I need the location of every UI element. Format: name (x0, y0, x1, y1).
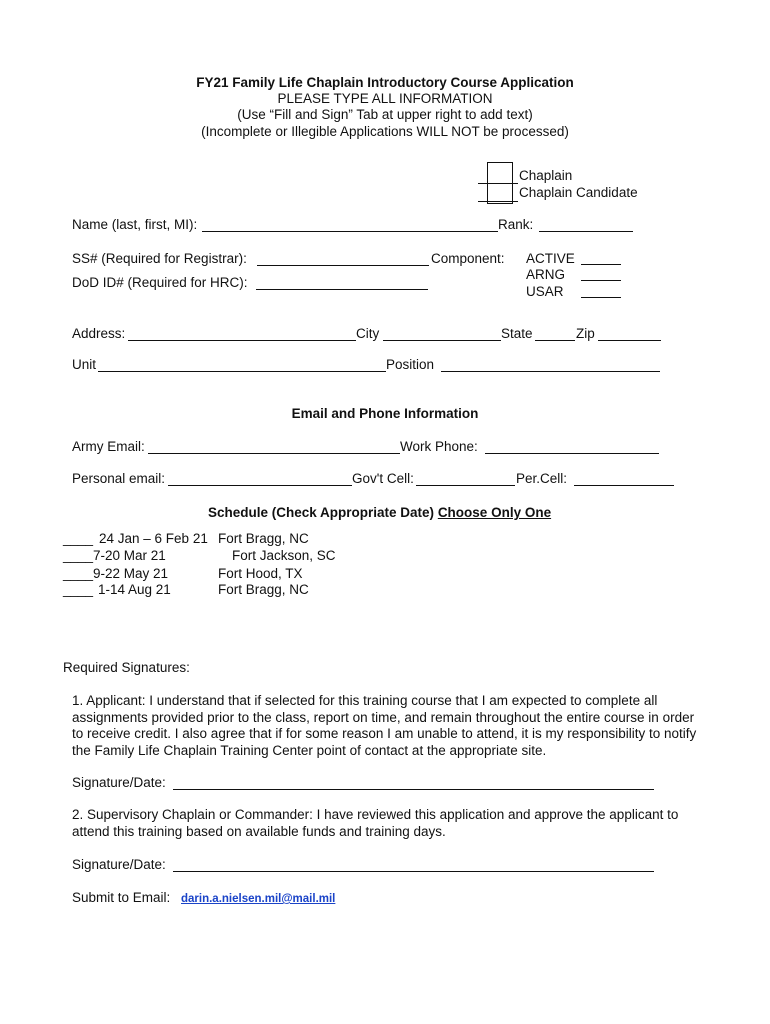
active-input[interactable] (581, 264, 621, 265)
submit-email-label: Submit to Email: (72, 890, 171, 905)
state-label: State (501, 326, 533, 341)
form-title: FY21 Family Life Chaplain Introductory Course Application (196, 75, 574, 90)
rank-label: Rank: (498, 217, 534, 232)
schedule-location-2: Fort Jackson, SC (232, 548, 336, 563)
work-phone-input[interactable] (485, 453, 659, 454)
zip-label: Zip (576, 326, 595, 341)
schedule-heading (208, 505, 551, 521)
supervisor-signature-input[interactable] (173, 871, 654, 872)
dod-id-input[interactable] (256, 289, 428, 290)
govt-cell-input[interactable] (416, 485, 515, 486)
schedule-blank-4[interactable]: ____ (63, 582, 94, 597)
chaplain-candidate-label: Chaplain Candidate (519, 185, 638, 200)
rank-input[interactable] (539, 231, 633, 232)
chaplain-label: Chaplain (519, 168, 573, 183)
schedule-location-3: Fort Hood, TX (218, 566, 303, 581)
unit-label: Unit (72, 357, 97, 372)
name-label: Name (last, first, MI): (72, 217, 198, 232)
per-cell-label: Per.Cell: (516, 471, 568, 486)
work-phone-label: Work Phone: (400, 439, 478, 454)
state-input[interactable] (535, 340, 575, 341)
position-label: Position (386, 357, 435, 372)
arng-input[interactable] (581, 280, 621, 281)
ss-label: SS# (Required for Registrar): (72, 251, 247, 266)
zip-input[interactable] (598, 340, 661, 341)
schedule-date-1: 24 Jan – 6 Feb 21 (99, 531, 208, 546)
personal-email-input[interactable] (168, 485, 352, 486)
schedule-location-4: Fort Bragg, NC (218, 582, 309, 597)
usar-input[interactable] (581, 297, 621, 298)
component-label: Component: (431, 251, 505, 266)
city-label: City (356, 326, 380, 341)
name-input[interactable] (202, 231, 498, 232)
army-email-input[interactable] (148, 453, 400, 454)
city-input[interactable] (383, 340, 501, 341)
applicant-signature-input[interactable] (173, 789, 654, 790)
schedule-blank-1[interactable]: ____ (63, 531, 94, 546)
applicant-statement: 1. Applicant: I understand that if selected for this training course that I am expected to complete all assignments provided prior to the class, report on time, and remain throughout the entire course in order to receive credit. I also agree that if for some reason I am unable to attend, it is my responsibility to notify the Family Life Chaplain Training Center point of contact at the appropriate site. (72, 693, 697, 758)
applicant-signature-label: Signature/Date: (72, 775, 166, 790)
usar-label: USAR (526, 284, 564, 299)
schedule-blank-3[interactable]: ____ (63, 566, 94, 581)
army-email-label: Army Email: (72, 439, 145, 454)
submit-email-link[interactable]: darin.a.nielsen.mil@mail.mil (181, 893, 336, 905)
instruction-type: PLEASE TYPE ALL INFORMATION (277, 91, 493, 106)
schedule-date-3: 9-22 May 21 (93, 566, 169, 581)
personal-email-label: Personal email: (72, 471, 166, 486)
ss-input[interactable] (257, 265, 429, 266)
govt-cell-label: Gov't Cell: (352, 471, 414, 486)
schedule-date-2: 7-20 Mar 21 (93, 548, 166, 563)
arng-label: ARNG (526, 267, 566, 282)
schedule-location-1: Fort Bragg, NC (218, 531, 309, 546)
schedule-heading-text: Schedule (Check Appropriate Date) (208, 505, 435, 520)
schedule-heading-emphasis: Choose Only One (437, 505, 552, 520)
address-label: Address: (72, 326, 126, 341)
schedule-blank-2[interactable]: ____ (63, 548, 94, 563)
supervisor-signature-label: Signature/Date: (72, 857, 166, 872)
signatures-heading: Required Signatures: (63, 660, 190, 675)
supervisor-statement: 2. Supervisory Chaplain or Commander: I have reviewed this application and approve the applicant to attend this training based on available funds and training days. (72, 807, 679, 839)
schedule-date-4: 1-14 Aug 21 (98, 582, 171, 597)
chaplain-checkbox[interactable] (488, 164, 511, 182)
unit-input[interactable] (98, 371, 386, 372)
chaplain-candidate-checkbox[interactable] (488, 184, 511, 201)
per-cell-input[interactable] (574, 485, 674, 486)
active-label: ACTIVE (526, 251, 575, 266)
position-input[interactable] (441, 371, 660, 372)
candidate-underline (478, 201, 518, 202)
instruction-fill-sign: (Use “Fill and Sign” Tab at upper right to add text) (237, 107, 533, 122)
address-input[interactable] (128, 340, 356, 341)
instruction-illegible: (Incomplete or Illegible Applications WILL NOT be processed) (201, 124, 569, 139)
dod-id-label: DoD ID# (Required for HRC): (72, 275, 248, 290)
email-phone-heading: Email and Phone Information (291, 406, 479, 421)
